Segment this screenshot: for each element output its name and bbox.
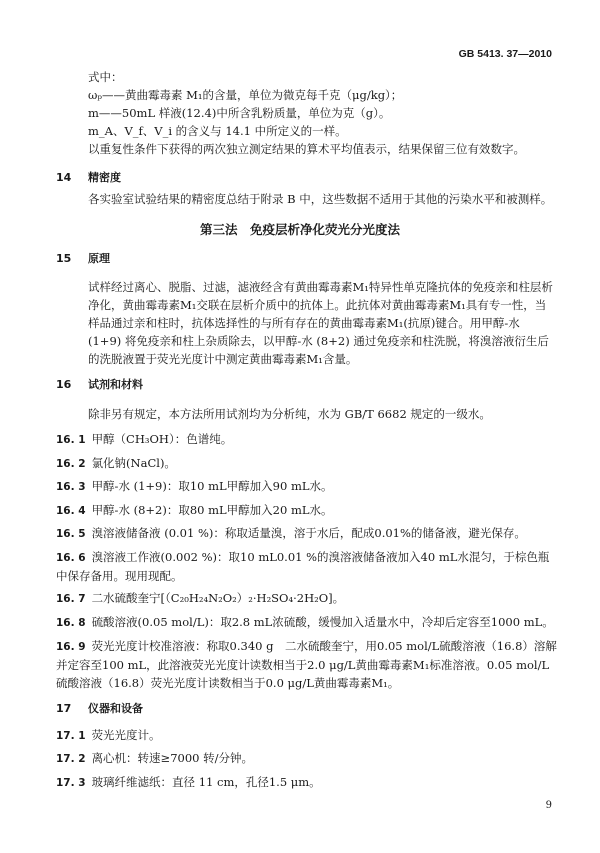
page-number: 9 [545,800,552,811]
item-16-7: 16. 7 二水硫酸奎宁[（C₂₀H₂₄N₂O₂）₂·H₂SO₄·2H₂O]。 [56,591,345,605]
where-line-2: m——50mL 样液(12.4)中所含乳粉质量，单位为克（g）。 [88,106,391,120]
where-line-1: ωₚ——黄曲霉毒素 M₁的含量，单位为微克每千克（μg/kg）； [88,88,403,102]
item-16-5: 16. 5 溴溶液储备液 (0.01 %)：称取适量溴，溶于水后，配成0.01%的储备液，避光保存。 [56,526,526,540]
item-16-9: 16. 9 荧光光度计校准溶液：称取0.340 g 二水硫酸奎宁，用0.05 mol/L硫酸溶液（16.8）溶解并定容至100 mL，此溶液荧光光度计读数相当于2.0 μg/L黄曲霉毒素M₁标准溶液。0.05 mol/L硫酸溶液（16.8）荧光光度计读数相当于0.0 μg/L黄曲霉毒素M₁。 [56,639,557,690]
item-17-1: 17. 1 荧光光度计。 [56,728,161,742]
section-16-heading: 16 试剂和材料 [56,378,143,391]
item-16-6: 16. 6 溴溶液工作液(0.002 %)：取10 mL0.01 %的溴溶液储备液加入40 mL水混匀，于棕色瓶中保存备用。现用现配。 [56,550,550,583]
section-15-body: 试样经过离心、脱脂、过滤，滤液经含有黄曲霉毒素M₁特异性单克隆抗体的免疫亲和柱层析净化，黄曲霉毒素M₁交联在层析介质中的抗体上。此抗体对黄曲霉毒素M₁具有专一性，当样品通过亲和柱时，抗体选择性的与所有存在的黄曲霉毒素M₁(抗原)键合。用甲醇-水 (1+9) 将免疫亲和柱上杂质除去，以甲醇-水 (8+2) 通过免疫亲和柱洗脱，将溴溶液衍生后的洗脱液置于荧光光度计中测定黄曲霉毒素M₁含量。 [88,280,553,366]
standard-code: GB 5413. 37—2010 [458,48,552,60]
item-16-1: 16. 1 甲醇（CH₃OH）：色谱纯。 [56,432,233,446]
item-16-8: 16. 8 硫酸溶液(0.05 mol/L)：取2.8 mL浓硫酸，缓慢加入适量水中，冷却后定容至1000 mL。 [56,615,554,629]
item-17-2: 17. 2 离心机：转速≥7000 转/分钟。 [56,751,253,765]
item-16-2: 16. 2 氯化钠(NaCl)。 [56,456,176,470]
item-16-3: 16. 3 甲醇-水 (1+9)：取10 mL甲醇加入90 mL水。 [56,479,333,493]
section-17-heading: 17 仪器和设备 [56,702,143,715]
section-16-intro: 除非另有规定，本方法所用试剂均为分析纯，水为 GB/T 6682 规定的一级水。 [88,407,491,421]
section-14-body: 各实验室试验结果的精密度总结于附录 B 中，这些数据不适用于其他的污染水平和被测样。 [88,192,553,206]
section-14-heading: 14 精密度 [56,171,121,184]
item-17-3: 17. 3 玻璃纤维滤纸：直径 11 cm，孔径1.5 μm。 [56,775,321,789]
section-15-heading: 15 原理 [56,252,110,265]
item-16-4: 16. 4 甲醇-水 (8+2)：取80 mL甲醇加入20 mL水。 [56,503,333,517]
result-statement: 以重复性条件下获得的两次独立测定结果的算术平均值表示，结果保留三位有效数字。 [88,142,525,156]
method-3-title: 第三法 免疫层析净化荧光分光度法 [199,222,400,237]
where-line-3: m_A、V_f、V_i 的含义与 14.1 中所定义的一样。 [88,124,347,138]
where-intro: 式中： [88,70,123,84]
